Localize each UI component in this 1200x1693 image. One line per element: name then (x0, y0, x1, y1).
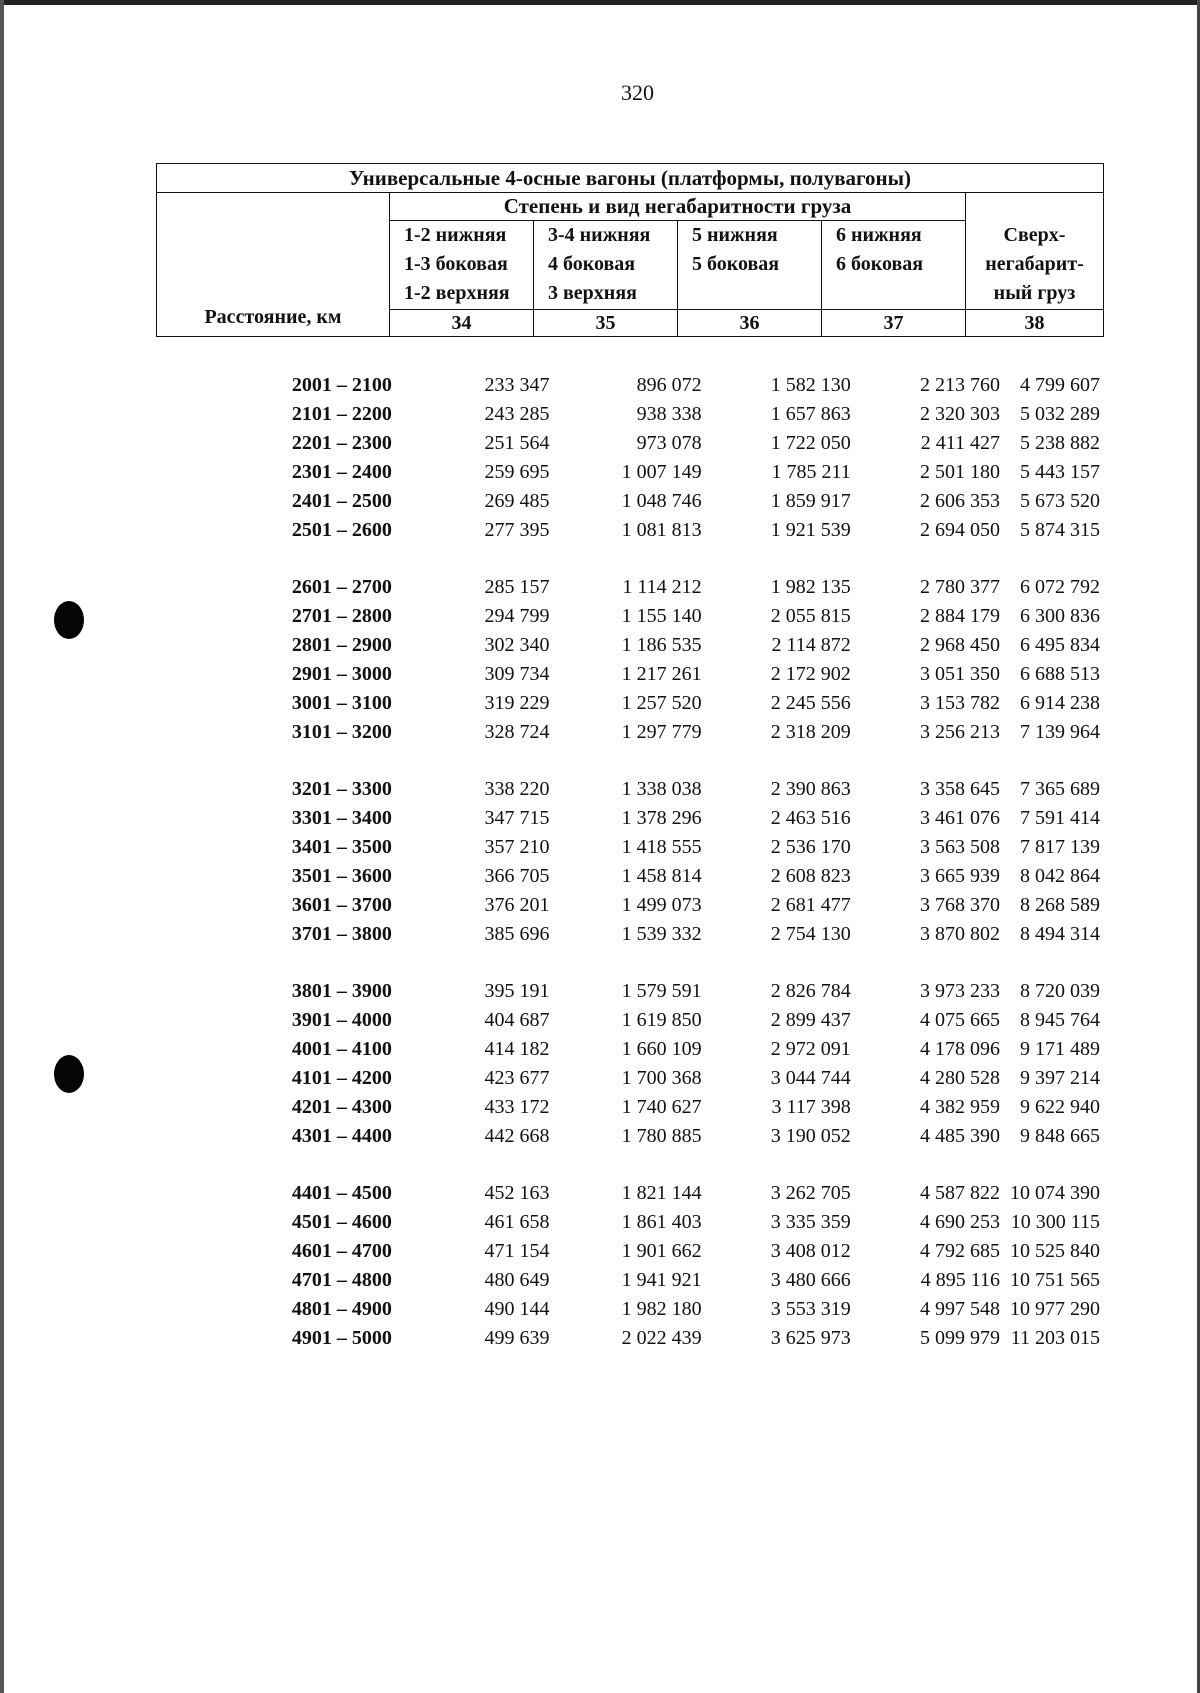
tariff-value-cell: 309 734 (484, 663, 550, 685)
tariff-value-cell: 3 625 973 (770, 1327, 851, 1349)
tariff-value-cell: 3 563 508 (920, 836, 1000, 858)
distance-range-cell: 2101 – 2200 (291, 403, 392, 425)
distance-range-cell: 4901 – 5000 (291, 1327, 392, 1349)
table-row (156, 602, 1104, 631)
table-row (156, 1237, 1104, 1266)
scan-edge-left (0, 0, 4, 1693)
column-header-line: 1-3 боковая (404, 253, 508, 275)
table-row (156, 573, 1104, 602)
column-number: 37 (822, 310, 966, 337)
table-row (156, 775, 1104, 804)
column-header-line: 4 боковая (548, 253, 636, 275)
column-header-line: 5 нижняя (692, 224, 778, 246)
table-row (156, 1006, 1104, 1035)
column-header-line: Сверх- (1003, 224, 1066, 246)
column-header-line: 3 верхняя (548, 282, 637, 304)
tariff-value-cell: 395 191 (484, 980, 550, 1002)
tariff-value-cell: 2 501 180 (920, 461, 1000, 483)
tariff-value-cell: 6 300 836 (1020, 605, 1100, 627)
group-spacer-cell (156, 545, 1104, 573)
tariff-value-cell: 2 536 170 (770, 836, 851, 858)
table-row (156, 516, 1104, 545)
table-row (156, 920, 1104, 949)
tariff-value-cell: 5 032 289 (1020, 403, 1100, 425)
distance-range-cell: 4301 – 4400 (291, 1125, 392, 1147)
column-header-36 (678, 221, 822, 310)
tariff-value-cell: 1 859 917 (770, 490, 851, 512)
tariff-value-cell: 2 022 439 (621, 1327, 702, 1349)
tariff-value-cell: 1 861 403 (621, 1211, 702, 1233)
table-row (156, 1324, 1104, 1353)
table-row (156, 718, 1104, 747)
tariff-value-cell: 1 982 135 (770, 576, 851, 598)
column-header-line: негабарит- (985, 253, 1084, 275)
tariff-value-cell: 3 256 213 (920, 721, 1000, 743)
table-row (156, 1295, 1104, 1324)
tariff-value-cell: 9 171 489 (1020, 1038, 1100, 1060)
distance-column-header: Расстояние, км (157, 193, 390, 337)
tariff-value-cell: 385 696 (484, 923, 550, 945)
tariff-value-cell: 896 072 (636, 374, 702, 396)
tariff-value-cell: 5 874 315 (1020, 519, 1100, 541)
tariff-value-cell: 6 914 238 (1020, 692, 1100, 714)
tariff-value-cell: 1 338 038 (621, 778, 702, 800)
tariff-value-cell: 2 694 050 (920, 519, 1000, 541)
tariff-value-cell: 2 608 823 (770, 865, 851, 887)
distance-range-cell: 4601 – 4700 (291, 1240, 392, 1262)
table-row (156, 429, 1104, 458)
table-row (156, 487, 1104, 516)
table-row (156, 862, 1104, 891)
tariff-value-cell: 251 564 (484, 432, 550, 454)
tariff-value-cell: 319 229 (484, 692, 550, 714)
table-row (156, 891, 1104, 920)
tariff-value-cell: 10 300 115 (1010, 1211, 1100, 1233)
distance-range-cell: 3801 – 3900 (291, 980, 392, 1002)
distance-range-cell: 3201 – 3300 (291, 778, 392, 800)
tariff-value-cell: 404 687 (484, 1009, 550, 1031)
tariff-value-cell: 3 870 802 (920, 923, 1000, 945)
tariff-value-cell: 471 154 (484, 1240, 550, 1262)
tariff-value-cell: 973 078 (636, 432, 702, 454)
table-row (156, 1179, 1104, 1208)
tariff-value-cell: 2 780 377 (920, 576, 1000, 598)
tariff-value-cell: 461 658 (484, 1211, 550, 1233)
tariff-value-cell: 4 792 685 (920, 1240, 1000, 1262)
distance-range-cell: 4701 – 4800 (291, 1269, 392, 1291)
column-header-line: 3-4 нижняя (548, 224, 651, 246)
tariff-value-cell: 302 340 (484, 634, 550, 656)
tariff-value-cell: 3 117 398 (771, 1096, 851, 1118)
distance-range-cell: 3401 – 3500 (291, 836, 392, 858)
distance-range-cell: 3501 – 3600 (291, 865, 392, 887)
tariff-value-cell: 2 463 516 (770, 807, 851, 829)
distance-range-cell: 2901 – 3000 (291, 663, 392, 685)
tariff-value-cell: 2 826 784 (770, 980, 851, 1002)
distance-range-cell: 3701 – 3800 (291, 923, 392, 945)
tariff-value-cell: 4 799 607 (1020, 374, 1100, 396)
distance-range-cell: 2701 – 2800 (291, 605, 392, 627)
tariff-value-cell: 10 525 840 (1010, 1240, 1100, 1262)
tariff-value-cell: 3 461 076 (920, 807, 1000, 829)
distance-range-cell: 4001 – 4100 (291, 1038, 392, 1060)
column-header-38 (966, 193, 1104, 310)
distance-range-cell: 4401 – 4500 (291, 1182, 392, 1204)
tariff-value-cell: 9 622 940 (1020, 1096, 1100, 1118)
distance-range-cell: 4801 – 4900 (291, 1298, 392, 1320)
distance-range-cell: 2501 – 2600 (291, 519, 392, 541)
tariff-value-cell: 10 751 565 (1010, 1269, 1100, 1291)
tariff-value-cell: 452 163 (484, 1182, 550, 1204)
tariff-value-cell: 2 884 179 (920, 605, 1000, 627)
tariff-value-cell: 4 485 390 (920, 1125, 1000, 1147)
tariff-value-cell: 1 257 520 (621, 692, 702, 714)
tariff-value-cell: 442 668 (484, 1125, 550, 1147)
tariff-value-cell: 1 579 591 (621, 980, 702, 1002)
distance-range-cell: 3001 – 3100 (291, 692, 392, 714)
table-title: Универсальные 4-осные вагоны (платформы, полувагоны) (157, 164, 1104, 193)
tariff-value-cell: 1 740 627 (621, 1096, 702, 1118)
tariff-value-cell: 414 182 (484, 1038, 550, 1060)
tariff-value-cell: 6 495 834 (1020, 634, 1100, 656)
column-number: 36 (678, 310, 822, 337)
tariff-value-cell: 3 190 052 (770, 1125, 851, 1147)
table-row (156, 631, 1104, 660)
tariff-value-cell: 3 480 666 (770, 1269, 851, 1291)
tariff-value-cell: 3 665 939 (920, 865, 1000, 887)
tariff-value-cell: 1 418 555 (621, 836, 702, 858)
tariff-table-header (156, 163, 1104, 337)
tariff-value-cell: 2 606 353 (920, 490, 1000, 512)
tariff-value-cell: 10 074 390 (1010, 1182, 1100, 1204)
tariff-value-cell: 1 155 140 (621, 605, 702, 627)
tariff-value-cell: 2 972 091 (770, 1038, 851, 1060)
tariff-value-cell: 1 582 130 (770, 374, 851, 396)
column-number: 35 (534, 310, 678, 337)
tariff-value-cell: 3 553 319 (770, 1298, 851, 1320)
tariff-value-cell: 1 901 662 (621, 1240, 702, 1262)
tariff-value-cell: 1 657 863 (770, 403, 851, 425)
tariff-value-cell: 1 785 211 (771, 461, 851, 483)
tariff-value-cell: 8 042 864 (1020, 865, 1100, 887)
tariff-value-cell: 9 397 214 (1020, 1067, 1100, 1089)
tariff-value-cell: 2 968 450 (920, 634, 1000, 656)
tariff-value-cell: 3 408 012 (770, 1240, 851, 1262)
distance-range-cell: 4501 – 4600 (291, 1211, 392, 1233)
tariff-value-cell: 259 695 (484, 461, 550, 483)
table-row (156, 1035, 1104, 1064)
table-row (156, 1208, 1104, 1237)
tariff-value-cell: 433 172 (484, 1096, 550, 1118)
table-row (156, 371, 1104, 400)
column-header-line: 1-2 верхняя (404, 282, 510, 304)
tariff-value-cell: 285 157 (484, 576, 550, 598)
distance-range-cell: 4201 – 4300 (291, 1096, 392, 1118)
tariff-value-cell: 1 780 885 (621, 1125, 702, 1147)
tariff-value-cell: 4 382 959 (920, 1096, 1000, 1118)
column-header-35 (534, 221, 678, 310)
tariff-value-cell: 1 378 296 (621, 807, 702, 829)
distance-range-cell: 3301 – 3400 (291, 807, 392, 829)
tariff-value-cell: 3 358 645 (920, 778, 1000, 800)
tariff-value-cell: 5 443 157 (1020, 461, 1100, 483)
tariff-value-cell: 1 081 813 (621, 519, 702, 541)
tariff-table-body (156, 371, 1104, 1353)
group-spacer (156, 1151, 1104, 1179)
distance-range-cell: 3601 – 3700 (291, 894, 392, 916)
tariff-value-cell: 328 724 (484, 721, 550, 743)
table-row (156, 833, 1104, 862)
tariff-value-cell: 1 458 814 (621, 865, 702, 887)
tariff-value-cell: 1 007 149 (621, 461, 702, 483)
tariff-value-cell: 2 320 303 (920, 403, 1000, 425)
tariff-value-cell: 8 268 589 (1020, 894, 1100, 916)
distance-range-cell: 2201 – 2300 (291, 432, 392, 454)
tariff-value-cell: 1 114 212 (622, 576, 702, 598)
column-number: 34 (390, 310, 534, 337)
tariff-value-cell: 5 099 979 (920, 1327, 1000, 1349)
tariff-value-cell: 8 494 314 (1020, 923, 1100, 945)
tariff-value-cell: 1 619 850 (621, 1009, 702, 1031)
tariff-value-cell: 338 220 (484, 778, 550, 800)
tariff-value-cell: 2 754 130 (770, 923, 851, 945)
group-spacer (156, 747, 1104, 775)
tariff-value-cell: 4 690 253 (920, 1211, 1000, 1233)
table-row (156, 1064, 1104, 1093)
punch-hole (54, 601, 84, 639)
tariff-value-cell: 233 347 (484, 374, 550, 396)
tariff-value-cell: 490 144 (484, 1298, 550, 1320)
tariff-value-cell: 3 973 233 (920, 980, 1000, 1002)
table-row (156, 1266, 1104, 1295)
tariff-value-cell: 1 821 144 (621, 1182, 702, 1204)
tariff-value-cell: 2 411 427 (920, 432, 1000, 454)
tariff-value-cell: 2 681 477 (770, 894, 851, 916)
column-header-line: 6 боковая (836, 253, 924, 275)
tariff-value-cell: 1 921 539 (770, 519, 851, 541)
tariff-value-cell: 3 153 782 (920, 692, 1000, 714)
tariff-value-cell: 2 899 437 (770, 1009, 851, 1031)
tariff-value-cell: 4 997 548 (920, 1298, 1000, 1320)
tariff-value-cell: 4 280 528 (920, 1067, 1000, 1089)
tariff-value-cell: 3 051 350 (920, 663, 1000, 685)
table-row (156, 400, 1104, 429)
table-row (156, 1093, 1104, 1122)
tariff-value-cell: 2 213 760 (920, 374, 1000, 396)
tariff-value-cell: 243 285 (484, 403, 550, 425)
tariff-value-cell: 1 539 332 (621, 923, 702, 945)
column-number: 38 (966, 310, 1104, 337)
page-number: 320 (621, 80, 654, 105)
tariff-value-cell: 10 977 290 (1010, 1298, 1100, 1320)
distance-range-cell: 2601 – 2700 (291, 576, 392, 598)
tariff-value-cell: 1 217 261 (621, 663, 702, 685)
column-header-37 (822, 221, 966, 310)
tariff-value-cell: 2 172 902 (770, 663, 851, 685)
tariff-value-cell: 9 848 665 (1020, 1125, 1100, 1147)
tariff-value-cell: 1 722 050 (770, 432, 851, 454)
oversize-group-header: Степень и вид негабаритности груза (390, 193, 966, 221)
column-header-line: 5 боковая (692, 253, 780, 275)
distance-range-cell: 3901 – 4000 (291, 1009, 392, 1031)
tariff-value-cell: 2 245 556 (770, 692, 851, 714)
tariff-value-cell: 347 715 (484, 807, 550, 829)
tariff-value-cell: 6 688 513 (1020, 663, 1100, 685)
tariff-value-cell: 269 485 (484, 490, 550, 512)
group-spacer-cell (156, 1151, 1104, 1179)
table-row (156, 660, 1104, 689)
distance-range-cell: 2801 – 2900 (291, 634, 392, 656)
tariff-value-cell: 5 238 882 (1020, 432, 1100, 454)
column-header-line: 6 нижняя (836, 224, 922, 246)
tariff-value-cell: 1 982 180 (621, 1298, 702, 1320)
tariff-value-cell: 1 297 779 (621, 721, 702, 743)
tariff-value-cell: 8 945 764 (1020, 1009, 1100, 1031)
tariff-value-cell: 1 660 109 (621, 1038, 702, 1060)
tariff-value-cell: 1 941 921 (621, 1269, 702, 1291)
group-spacer (156, 545, 1104, 573)
tariff-value-cell: 1 048 746 (621, 490, 702, 512)
tariff-value-cell: 7 139 964 (1020, 721, 1100, 743)
tariff-value-cell: 7 817 139 (1020, 836, 1100, 858)
column-header-34 (390, 221, 534, 310)
tariff-value-cell: 366 705 (484, 865, 550, 887)
punch-hole (54, 1055, 84, 1093)
tariff-value-cell: 294 799 (484, 605, 550, 627)
tariff-rows (156, 371, 1104, 1353)
tariff-value-cell: 3 335 359 (770, 1211, 851, 1233)
table-row (156, 804, 1104, 833)
table-row (156, 1122, 1104, 1151)
distance-range-cell: 2401 – 2500 (291, 490, 392, 512)
tariff-value-cell: 480 649 (484, 1269, 550, 1291)
group-spacer (156, 949, 1104, 977)
group-spacer-cell (156, 949, 1104, 977)
distance-range-cell: 3101 – 3200 (291, 721, 392, 743)
tariff-value-cell: 2 055 815 (770, 605, 851, 627)
column-header-line: ный груз (993, 282, 1076, 304)
tariff-value-cell: 357 210 (484, 836, 550, 858)
tariff-value-cell: 7 365 689 (1020, 778, 1100, 800)
tariff-value-cell: 4 178 096 (920, 1038, 1000, 1060)
tariff-value-cell: 2 114 872 (771, 634, 851, 656)
tariff-value-cell: 2 390 863 (770, 778, 851, 800)
scan-edge-top (0, 0, 1200, 5)
column-header-line: 1-2 нижняя (404, 224, 507, 246)
tariff-value-cell: 4 587 822 (920, 1182, 1000, 1204)
tariff-value-cell: 7 591 414 (1020, 807, 1100, 829)
tariff-value-cell: 1 700 368 (621, 1067, 702, 1089)
tariff-value-cell: 423 677 (484, 1067, 550, 1089)
tariff-value-cell: 938 338 (636, 403, 702, 425)
tariff-value-cell: 6 072 792 (1020, 576, 1100, 598)
tariff-value-cell: 5 673 520 (1020, 490, 1100, 512)
tariff-value-cell: 1 499 073 (621, 894, 702, 916)
tariff-value-cell: 3 768 370 (920, 894, 1000, 916)
tariff-value-cell: 376 201 (484, 894, 550, 916)
tariff-value-cell: 2 318 209 (770, 721, 851, 743)
tariff-value-cell: 499 639 (484, 1327, 550, 1349)
tariff-value-cell: 3 262 705 (770, 1182, 851, 1204)
tariff-value-cell: 11 203 015 (1010, 1327, 1100, 1349)
tariff-value-cell: 277 395 (484, 519, 550, 541)
tariff-value-cell: 3 044 744 (770, 1067, 851, 1089)
group-spacer-cell (156, 747, 1104, 775)
tariff-value-cell: 8 720 039 (1020, 980, 1100, 1002)
table-row (156, 458, 1104, 487)
tariff-value-cell: 4 895 116 (920, 1269, 1000, 1291)
table-row (156, 689, 1104, 718)
tariff-value-cell: 4 075 665 (920, 1009, 1000, 1031)
distance-range-cell: 2301 – 2400 (291, 461, 392, 483)
distance-range-cell: 2001 – 2100 (291, 374, 392, 396)
distance-range-cell: 4101 – 4200 (291, 1067, 392, 1089)
table-row (156, 977, 1104, 1006)
tariff-value-cell: 1 186 535 (621, 634, 702, 656)
